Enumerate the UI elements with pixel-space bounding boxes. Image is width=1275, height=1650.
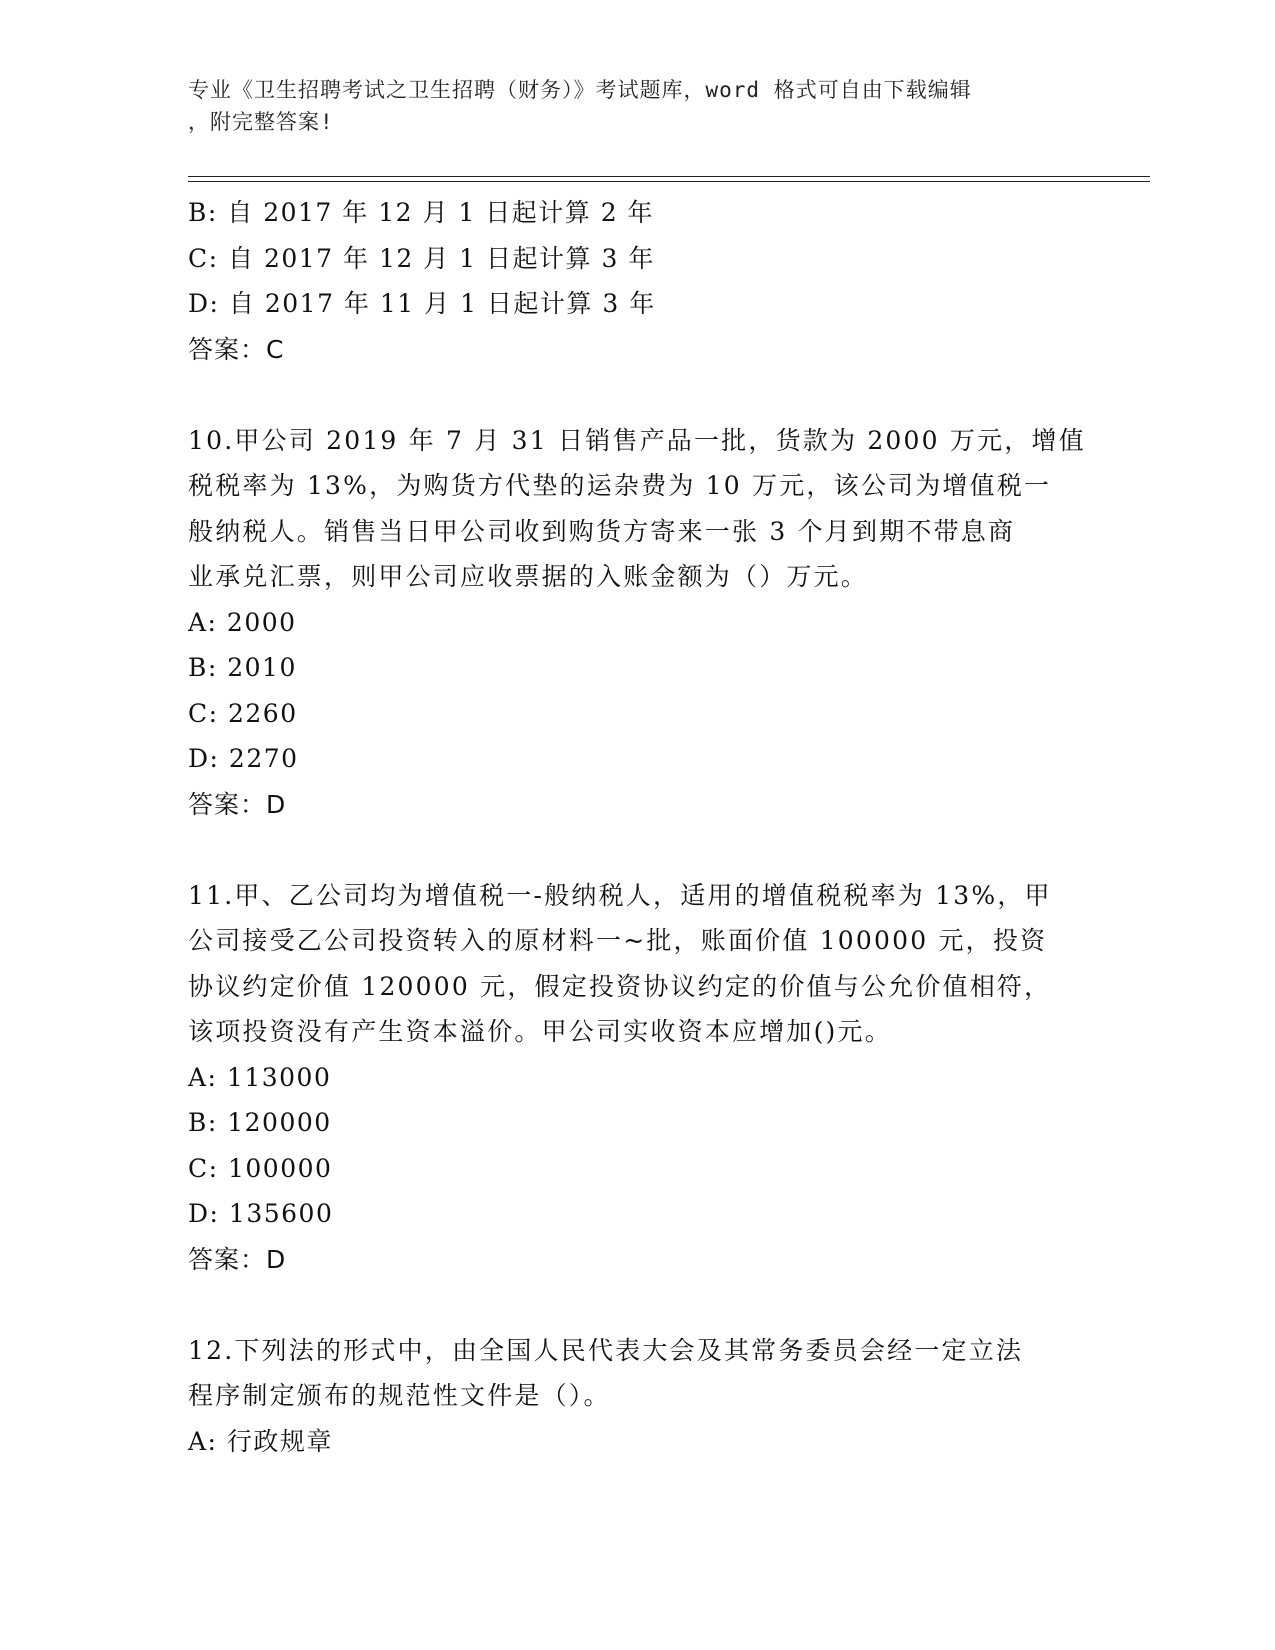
- prev-question-block: [188, 190, 1088, 372]
- option-b: B: 120000: [188, 1108, 332, 1137]
- option-c: C: 100000: [188, 1153, 333, 1183]
- option-a: A: 2000: [188, 607, 297, 637]
- question-text-line: 12.下列法的形式中，由全国人民代表大会及其常务委员会经一定立法: [188, 1335, 1024, 1365]
- header-line-2: ，附完整答案!: [188, 110, 334, 134]
- question-text-line: 公司接受乙公司投资转入的原材料一~批，账面价值 100000 元，投资: [188, 926, 1048, 955]
- question-content: [188, 190, 1088, 1464]
- question-text-line: 税税率为 13%，为购货方代垫的运杂费为 10 万元，该公司为增值税一: [188, 471, 1052, 500]
- option-a: A: 113000: [188, 1062, 332, 1092]
- spacer: [188, 372, 1088, 418]
- question-12: [188, 1328, 1088, 1465]
- option-d: D: 135600: [188, 1199, 334, 1228]
- answer: 答案：C: [188, 334, 285, 364]
- option-c: C: 自 2017 年 12 月 1 日起计算 3 年: [188, 243, 655, 273]
- option-a: A: 行政规章: [188, 1426, 333, 1456]
- option-d: D: 自 2017 年 11 月 1 日起计算 3 年: [188, 289, 656, 318]
- spacer: [188, 1282, 1088, 1328]
- question-text-line: 协议约定价值 120000 元，假定投资协议约定的价值与公允价值相符，: [188, 971, 1052, 1001]
- spacer: [188, 827, 1088, 873]
- question-text-line: 程序制定颁布的规范性文件是（）。: [188, 1381, 611, 1410]
- option-d: D: 2270: [188, 744, 299, 773]
- question-text-line: 该项投资没有产生资本溢价。甲公司实收资本应增加()元。: [188, 1017, 892, 1046]
- document-header: [188, 74, 1088, 138]
- option-b: B: 2010: [188, 653, 297, 682]
- question-10: [188, 418, 1088, 828]
- header-rule-bottom: [188, 181, 1150, 182]
- question-text-line: 10.甲公司 2019 年 7 月 31 日销售产品一批，货款为 2000 万元，增值: [188, 425, 1086, 455]
- answer: 答案：D: [188, 789, 287, 819]
- header-line-1: 专业《卫生招聘考试之卫生招聘（财务）》考试题库，word 格式可自由下载编辑: [188, 78, 972, 102]
- question-text-line: 般纳税人。销售当日甲公司收到购货方寄来一张 3 个月到期不带息商: [188, 516, 1016, 546]
- answer: 答案：D: [188, 1244, 287, 1274]
- question-text-line: 11.甲、乙公司均为增值税一-般纳税人，适用的增值税税率为 13%，甲: [188, 880, 1052, 910]
- question-11: [188, 873, 1088, 1283]
- option-c: C: 2260: [188, 698, 298, 728]
- header-rule-top: [188, 176, 1150, 177]
- option-b: B: 自 2017 年 12 月 1 日起计算 2 年: [188, 198, 655, 227]
- question-text-line: 业承兑汇票，则甲公司应收票据的入账金额为（）万元。: [188, 562, 869, 591]
